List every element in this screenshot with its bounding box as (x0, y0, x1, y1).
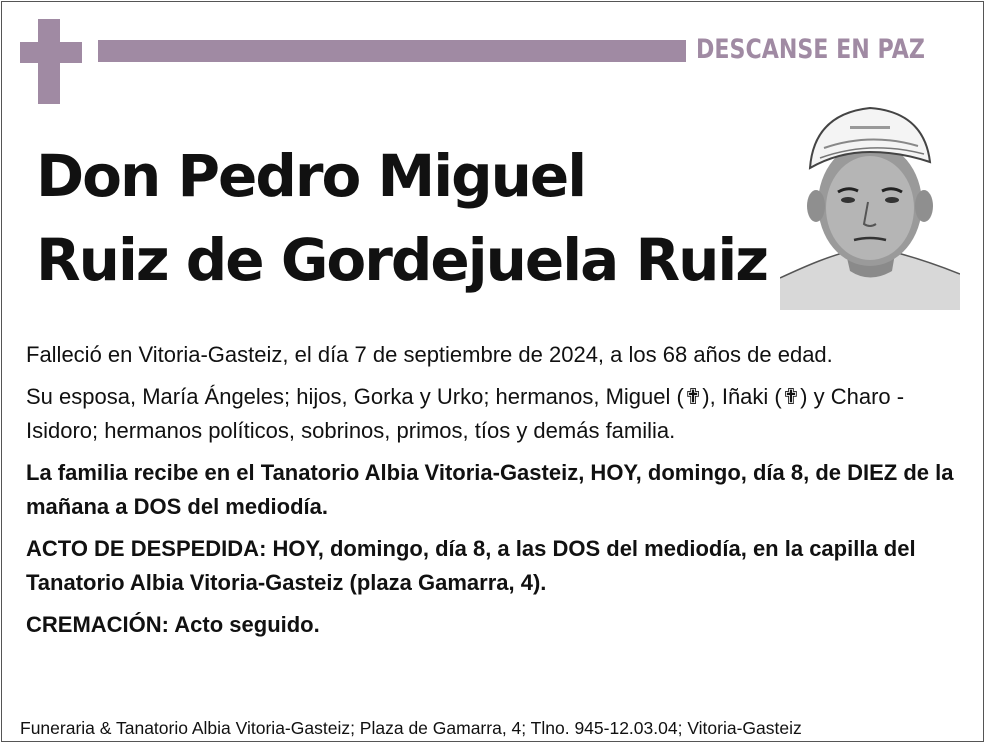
header-label: DESCANSE EN PAZ (696, 34, 925, 65)
portrait-photo (780, 96, 960, 310)
cremation-info: CREMACIÓN: Acto seguido. (26, 612, 320, 637)
header-rule (98, 40, 686, 62)
deceased-name (36, 134, 767, 302)
deceased-name-line2: Ruiz de Gordejuela Ruiz (36, 226, 768, 294)
farewell-info: ACTO DE DESPEDIDA: HOY, domingo, día 8, a las DOS del mediodía, en la capilla del Tanatorio Albia Vitoria-Gasteiz (plaza Gamarra, 4). (26, 536, 916, 595)
obituary-card (1, 1, 984, 742)
funeral-home-footer: Funeraria & Tanatorio Albia Vitoria-Gasteiz; Plaza de Gamarra, 4; Tlno. 945-12.03.04; Vitoria-Gasteiz (20, 718, 802, 738)
visitation-info: La familia recibe en el Tanatorio Albia Vitoria-Gasteiz, HOY, domingo, día 8, de DIEZ de la mañana a DOS del mediodía. (26, 460, 954, 519)
cross-icon-bar (20, 42, 82, 63)
obituary-body (26, 338, 956, 650)
deceased-name-line1: Don Pedro Miguel (36, 142, 586, 210)
death-notice: Falleció en Vitoria-Gasteiz, el día 7 de septiembre de 2024, a los 68 años de edad. (26, 342, 833, 367)
family-members: Su esposa, María Ángeles; hijos, Gorka y Urko; hermanos, Miguel (✟), Iñaki (✟) y Charo - Isidoro; hermanos políticos, sobrinos, primos, tíos y demás familia. (26, 384, 905, 443)
